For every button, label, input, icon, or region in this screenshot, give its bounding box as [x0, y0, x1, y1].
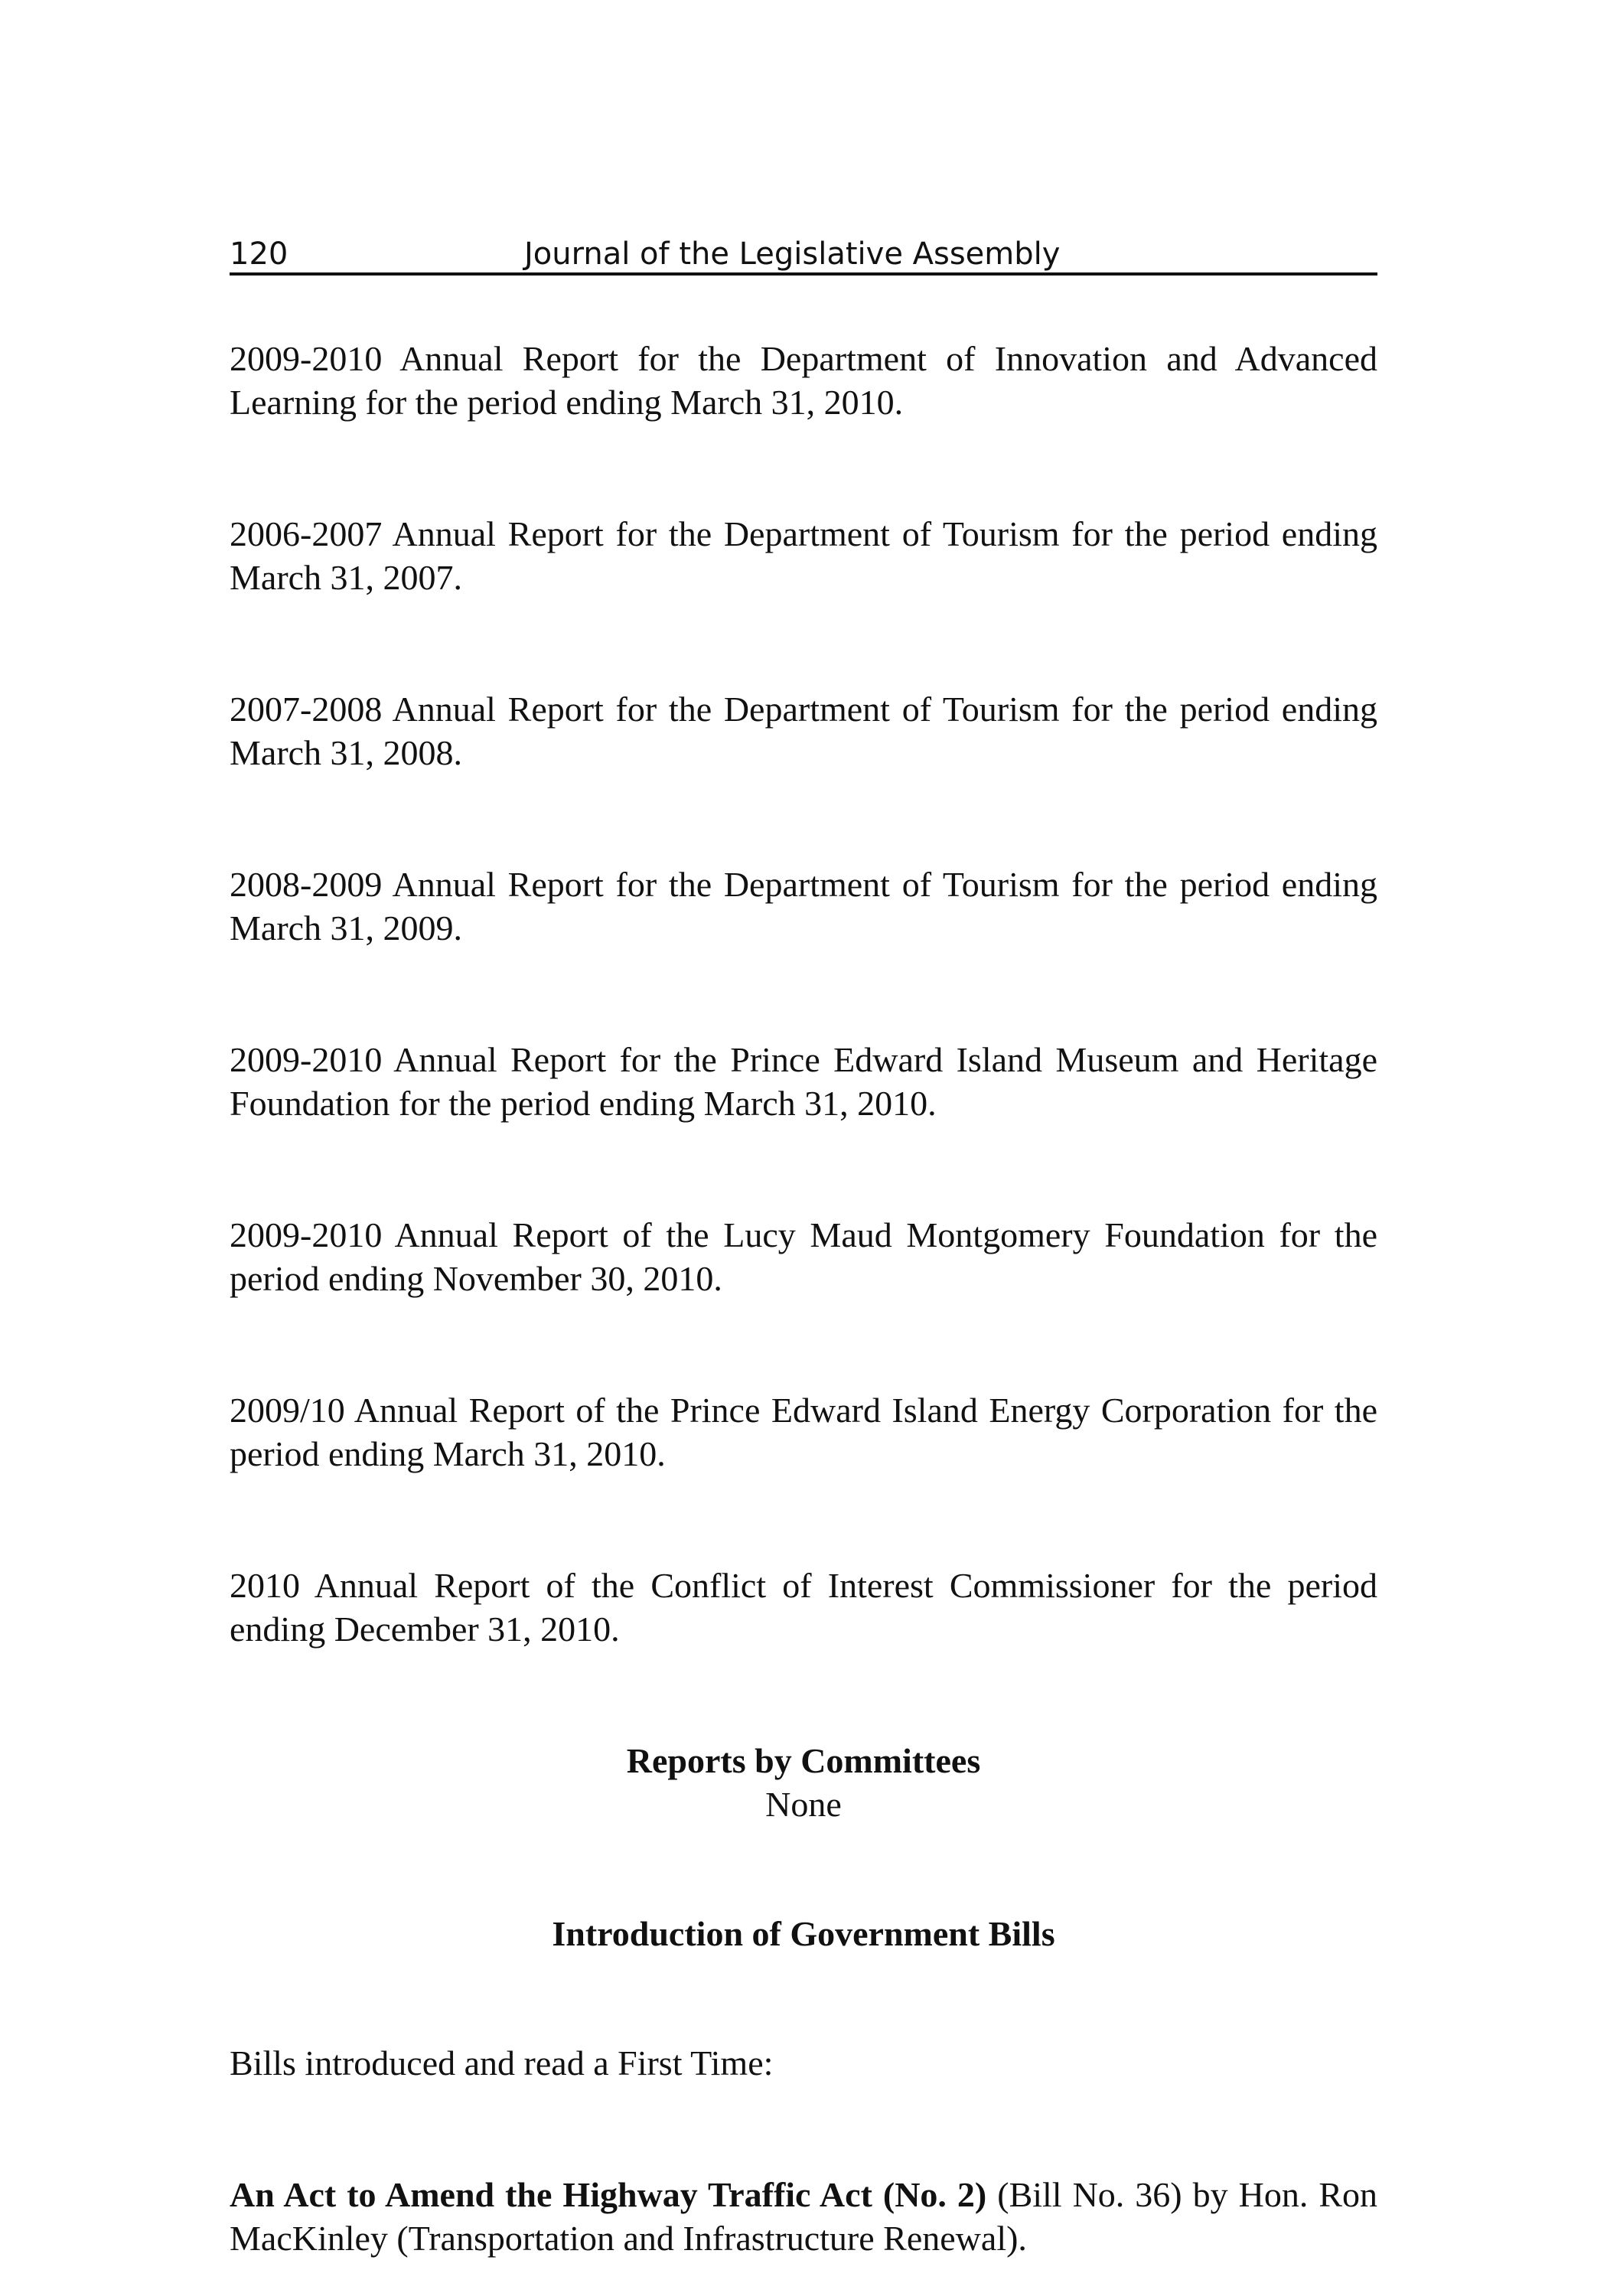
report-item: 2009/10 Annual Report of the Prince Edward Island Energy Corporation for the period ending March 31, 2010. [230, 1391, 1377, 1473]
report-item: 2007-2008 Annual Report for the Department of Tourism for the period ending March 31, 2008. [230, 690, 1377, 772]
page-number: 120 [230, 236, 288, 272]
journal-title: Journal of the Legislative Assembly [524, 236, 1061, 272]
report-item: 2009-2010 Annual Report for the Department of Innovation and Advanced Learning for the period ending March 31, 2010. [230, 339, 1377, 422]
running-header [230, 230, 1377, 276]
bills-intro-text: Bills introduced and read a First Time: [230, 2043, 774, 2082]
government-bills-heading: Introduction of Government Bills [552, 1914, 1055, 1953]
committees-heading: Reports by Committees [626, 1741, 981, 1780]
journal-body [230, 337, 1377, 2260]
bill-details: (Bill No. 36) by Hon. Ron MacKinley (Transportation and Infrastructure Renewal). [230, 2175, 1378, 2258]
journal-page [230, 230, 1377, 2260]
report-item: 2009-2010 Annual Report of the Lucy Maud Montgomery Foundation for the period ending November 30, 2010. [230, 1215, 1377, 1298]
report-item: 2008-2009 Annual Report for the Department of Tourism for the period ending March 31, 2009. [230, 865, 1377, 947]
report-item: 2009-2010 Annual Report for the Prince Edward Island Museum and Heritage Foundation for the period ending March 31, 2010. [230, 1040, 1377, 1123]
committees-content: None [765, 1785, 842, 1824]
bill-entry [230, 2173, 1377, 2260]
report-item: 2010 Annual Report of the Conflict of Interest Commissioner for the period ending December 31, 2010. [230, 1566, 1377, 1649]
bill-title: An Act to Amend the Highway Traffic Act (No. 2) [230, 2175, 987, 2214]
report-item: 2006-2007 Annual Report for the Department of Tourism for the period ending March 31, 2007. [230, 514, 1377, 597]
